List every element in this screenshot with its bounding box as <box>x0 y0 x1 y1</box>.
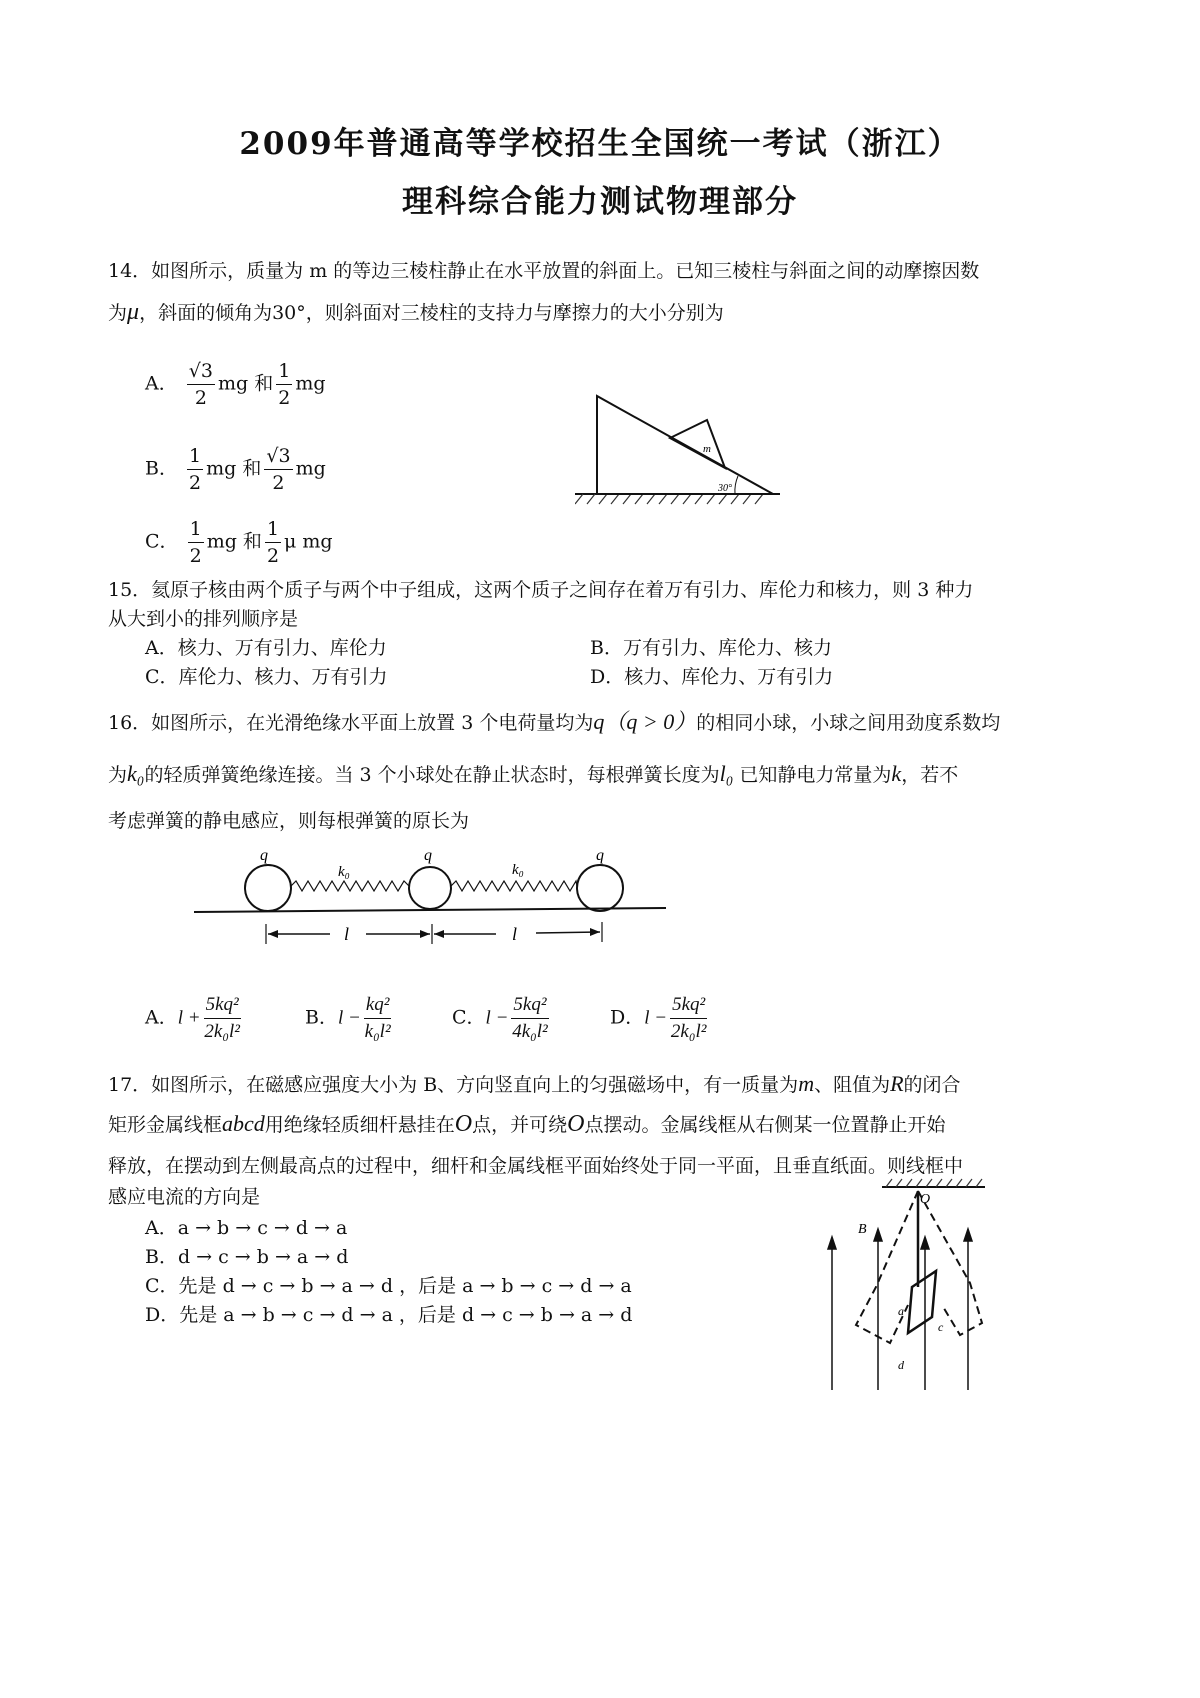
denominator: 2 <box>278 387 291 409</box>
q17-stem-line2 <box>108 1110 946 1138</box>
q16-option-a <box>145 992 244 1045</box>
q17-stem-line1 <box>108 1070 961 1097</box>
fraction <box>204 992 241 1045</box>
mass-label: m <box>703 443 711 455</box>
q14-angle-value: 30° <box>272 302 306 324</box>
numerator: √3 <box>264 443 292 470</box>
q16-option-d <box>610 992 710 1045</box>
pivot-symbol: O <box>454 1111 473 1137</box>
denominator: 2k₀l² <box>670 1021 707 1042</box>
denominator: 2k₀l² <box>204 1021 240 1042</box>
option-label: C． <box>452 1006 486 1029</box>
frame-right-dashed <box>918 1191 982 1335</box>
swinging-frame-figure <box>820 1175 1010 1400</box>
dim-arrow <box>434 930 444 938</box>
charge-label-left: q <box>260 847 268 864</box>
unit: μ mg <box>284 530 333 553</box>
q16-option-b <box>305 992 394 1045</box>
numerator: √3 <box>187 358 215 385</box>
q15-stem-line1: 15．氦原子核由两个质子与两个中子组成，这两个质子之间存在着万有引力、库伦力和核力，则 3 种力 <box>108 579 974 601</box>
conjunction: 和 <box>242 457 262 480</box>
denominator: 2 <box>194 387 207 409</box>
q14-stem-line2 <box>108 298 724 326</box>
corner-label-c: c <box>938 1320 944 1334</box>
spring-label-right: k₀ <box>512 862 524 878</box>
q14-option-b <box>145 443 326 496</box>
unit: mg <box>295 457 326 480</box>
fraction <box>188 516 204 569</box>
dim-arrow <box>268 930 278 938</box>
denominator: 2 <box>266 545 280 567</box>
q17-option-a: A．a → b → c → d → a <box>145 1217 348 1239</box>
q16-stem-line2 <box>108 760 958 787</box>
q15-option-d: D．核力、库伦力、万有引力 <box>590 666 834 688</box>
spring-right <box>451 881 577 891</box>
charge-label-middle: q <box>424 847 432 864</box>
frame-label: abcd <box>222 1111 265 1136</box>
q17-option-d: D．先是 a → b → c → d → a ，后是 d → c → b → a → d <box>145 1304 633 1326</box>
fraction <box>276 358 292 411</box>
numerator: 5kq² <box>511 992 548 1019</box>
fraction <box>511 992 548 1045</box>
fraction <box>670 992 707 1045</box>
q16-option-c <box>452 992 552 1045</box>
denominator: 2 <box>189 545 202 567</box>
incline-wedge <box>597 396 773 494</box>
page-subtitle: 理科综合能力测试物理部分 <box>402 184 798 220</box>
option-label: C． <box>145 530 179 553</box>
prism-block <box>670 420 725 468</box>
ground-hatching <box>575 494 763 504</box>
angle-arc <box>735 476 738 494</box>
coulomb-constant-symbol: k <box>891 761 902 786</box>
mass-symbol: m <box>798 1071 815 1096</box>
denominator: 2 <box>189 472 202 494</box>
conjunction: 和 <box>254 372 274 395</box>
page-title: 2009年普通高等学校招生全国统一考试（浙江） <box>239 126 961 162</box>
q14-option-a <box>145 358 326 411</box>
q16-stem-text: 的轻质弹簧绝缘连接。当 3 个小球处在静止状态时，每根弹簧长度为 <box>144 764 720 786</box>
q15-option-b: B．万有引力、库伦力、核力 <box>590 637 832 659</box>
unit: mg <box>206 530 237 553</box>
spring-balls-figure <box>190 840 670 955</box>
numerator: 1 <box>265 516 281 543</box>
pivot-label: O <box>920 1192 931 1207</box>
ball-right <box>577 865 623 911</box>
dim-arrow <box>420 930 430 938</box>
q17-stem-text: 的闭合 <box>903 1074 961 1096</box>
lead-term: l − <box>644 1007 668 1029</box>
fraction <box>364 992 392 1045</box>
q17-stem-text: 、阻值为 <box>814 1074 891 1096</box>
spring-length-symbol: l₀ <box>719 761 734 786</box>
q17-stem-text: 点摆动。金属线框从右侧某一位置静止开始 <box>584 1114 946 1136</box>
unit: mg <box>295 372 326 395</box>
numerator: 1 <box>187 443 203 470</box>
fraction <box>187 443 203 496</box>
lead-term: l + <box>177 1007 201 1029</box>
unit: mg <box>206 457 237 480</box>
q14-stem-text: ，则斜面对三棱柱的支持力与摩擦力的大小分别为 <box>305 302 724 324</box>
angle-label: 30° <box>718 483 732 494</box>
ball-left <box>245 865 291 911</box>
pivot-symbol: O <box>567 1111 585 1137</box>
q16-stem-text: 为 <box>108 764 128 786</box>
q17-stem-line4: 感应电流的方向是 <box>108 1186 261 1208</box>
option-label: A． <box>145 372 178 395</box>
numerator: 1 <box>276 358 292 385</box>
q16-stem-text: ，若不 <box>901 764 959 786</box>
q16-stem-text: 已知静电力常量为 <box>733 764 892 786</box>
q17-stem-line3: 释放，在摆动到左侧最高点的过程中，细杆和金属线框平面始终处于同一平面，且垂直纸面。则线框中 <box>108 1155 964 1177</box>
conjunction: 和 <box>242 530 262 553</box>
fraction <box>265 516 281 569</box>
option-label: A． <box>145 1006 178 1029</box>
q14-mu-symbol: μ <box>127 299 140 325</box>
q17-stem-text: 17．如图所示，在磁感应强度大小为 B、方向竖直向上的匀强磁场中，有一质量为 <box>108 1074 799 1096</box>
spring-label-left: k₀ <box>338 864 350 880</box>
incline-figure <box>575 390 790 520</box>
spring-constant-symbol: k₀ <box>127 761 145 786</box>
option-label: B． <box>305 1006 338 1029</box>
frame-center <box>908 1271 936 1333</box>
resistance-symbol: R <box>890 1071 904 1096</box>
q17-stem-text: 点，并可绕 <box>472 1114 568 1136</box>
q15-option-a: A．核力、万有引力、库伦力 <box>145 637 387 659</box>
corner-label-d: d <box>898 1358 904 1372</box>
fraction <box>187 358 215 411</box>
numerator: 1 <box>188 516 204 543</box>
spring-left <box>291 881 409 891</box>
denominator: 4k₀l² <box>512 1021 548 1042</box>
length-label-right: l <box>512 924 518 944</box>
q17-stem-text: 用绝缘轻质细杆悬挂在 <box>264 1114 455 1136</box>
numerator: 5kq² <box>670 992 707 1019</box>
charge-expression: q（q > 0） <box>593 709 697 734</box>
q16-stem-line1 <box>108 705 1000 736</box>
ball-middle <box>409 867 451 909</box>
q17-option-b: B．d → c → b → a → d <box>145 1246 349 1268</box>
option-label: D． <box>610 1006 645 1029</box>
fraction <box>264 443 292 496</box>
lead-term: l − <box>485 1007 509 1029</box>
q17-option-c: C．先是 d → c → b → a → d ，后是 a → b → c → d → a <box>145 1275 632 1297</box>
q15-stem-line2: 从大到小的排列顺序是 <box>108 608 299 630</box>
unit: mg <box>217 372 249 395</box>
q14-stem-line1: 14．如图所示，质量为 m 的等边三棱柱静止在水平放置的斜面上。已知三棱柱与斜面之间的动摩擦因数 <box>108 260 980 282</box>
ceiling-hatching <box>886 1179 982 1187</box>
q14-stem-text: 为 <box>108 302 128 324</box>
q16-stem-text: 的相同小球，小球之间用劲度系数均 <box>696 712 1001 734</box>
option-label: B． <box>145 457 178 480</box>
length-label-left: l <box>344 924 350 944</box>
charge-label-right: q <box>596 847 604 864</box>
q15-option-c: C．库伦力、核力、万有引力 <box>145 666 388 688</box>
q14-option-c <box>145 516 333 569</box>
field-label: B <box>858 1222 867 1237</box>
corner-label-a: a <box>898 1304 904 1318</box>
numerator: kq² <box>364 992 392 1019</box>
numerator: 5kq² <box>204 992 241 1019</box>
denominator: 2 <box>272 472 285 494</box>
dim-arrow <box>590 928 600 936</box>
q17-stem-text: 矩形金属线框 <box>108 1114 223 1136</box>
q16-stem-text: 16．如图所示，在光滑绝缘水平面上放置 3 个电荷量均为 <box>108 712 594 734</box>
q16-stem-line3: 考虑弹簧的静电感应，则每根弹簧的原长为 <box>108 810 470 832</box>
q14-stem-text: ，斜面的倾角为 <box>139 302 273 324</box>
lead-term: l − <box>337 1007 361 1029</box>
denominator: k₀l² <box>364 1021 391 1042</box>
